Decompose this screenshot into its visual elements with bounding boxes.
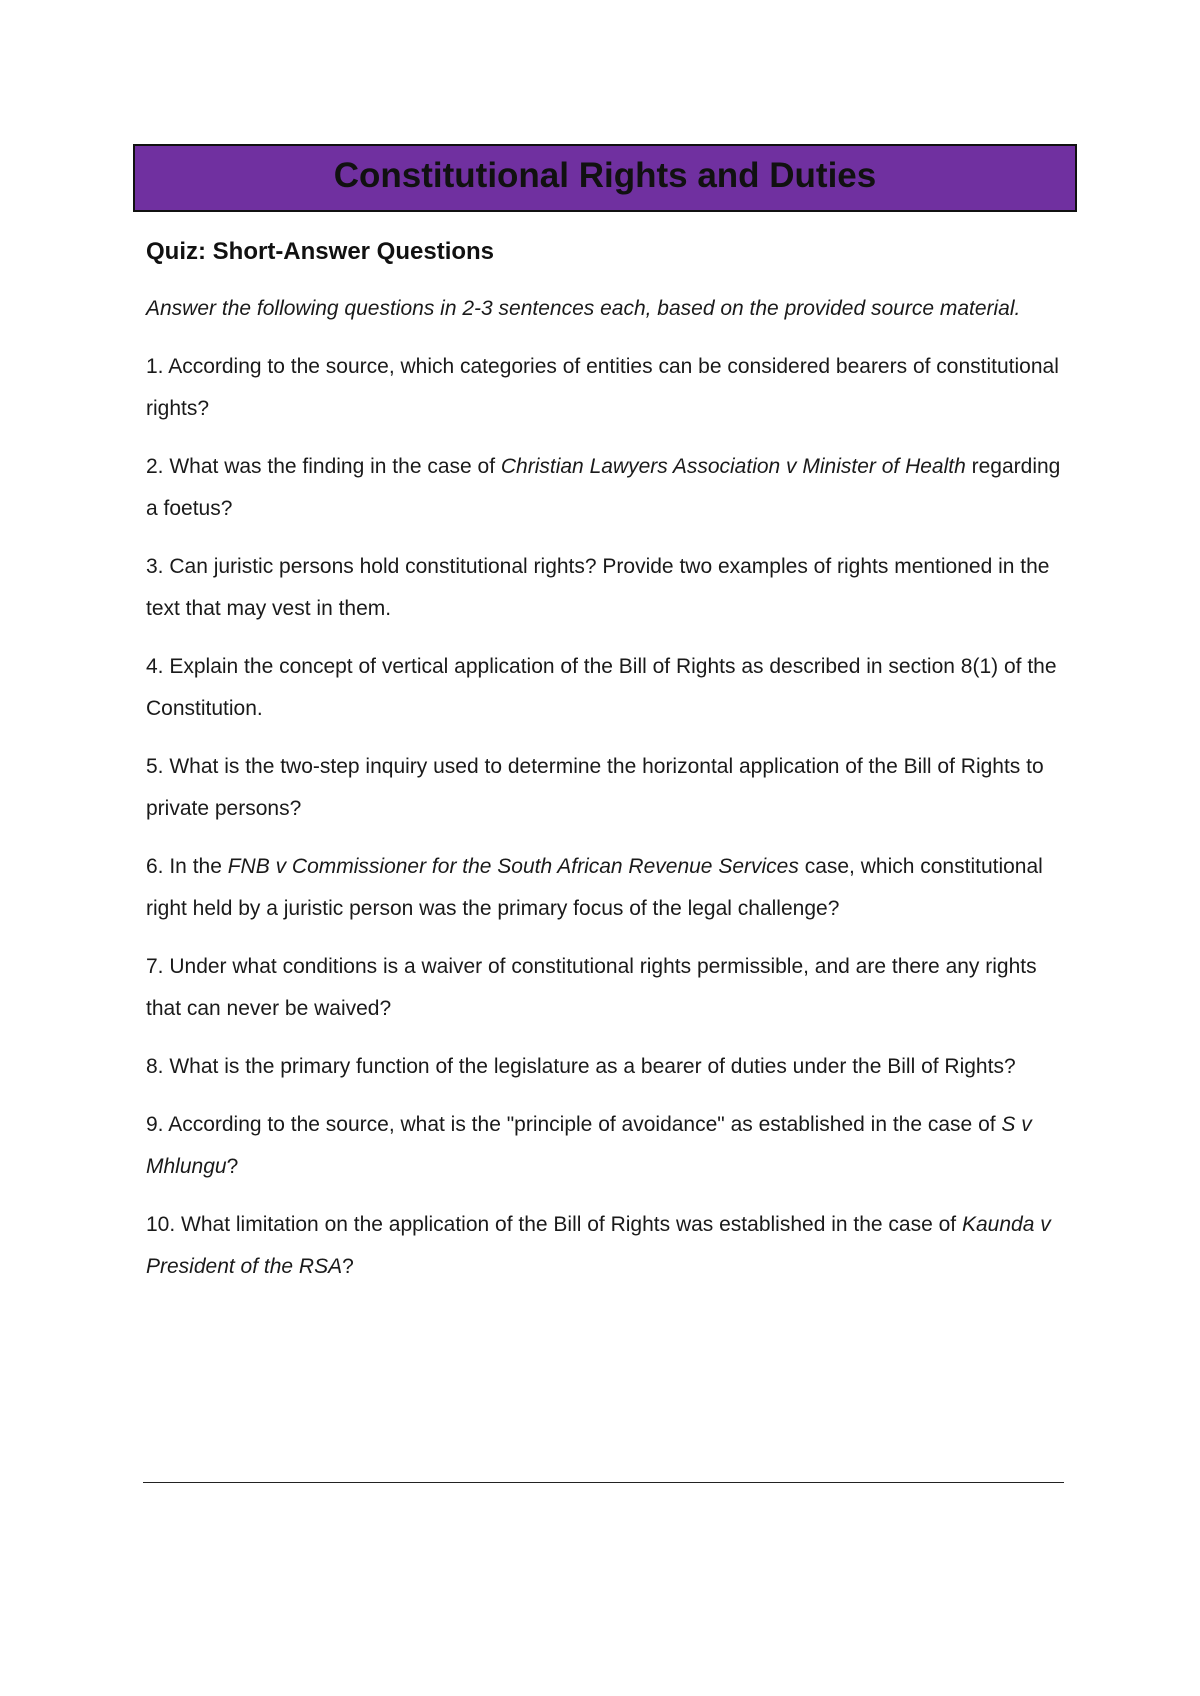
title-banner bbox=[133, 144, 1077, 212]
quiz-instructions: Answer the following questions in 2-3 sentences each, based on the provided source material. bbox=[146, 297, 1021, 320]
question-item: 8. What is the primary function of the legislature as a bearer of duties under the Bill of Rights? bbox=[146, 1055, 1016, 1078]
case-name: Christian Lawyers Association v Minister of Health bbox=[500, 455, 966, 478]
question-item: 3. Can juristic persons hold constitutional rights? Provide two examples of rights mentioned in the text that may vest in them. bbox=[146, 555, 1050, 620]
question-item: 4. Explain the concept of vertical application of the Bill of Rights as described in section 8(1) of the Constitution. bbox=[146, 655, 1057, 720]
question-item: 7. Under what conditions is a waiver of constitutional rights permissible, and are there any rights that can never be waived? bbox=[146, 955, 1037, 1020]
question-item: 6. In the FNB v Commissioner for the South African Revenue Services case, which constitutional right held by a juristic person was the primary focus of the legal challenge? bbox=[146, 855, 1043, 920]
document-title: Constitutional Rights and Duties bbox=[333, 155, 877, 195]
question-item: 10. What limitation on the application of the Bill of Rights was established in the case of Kaunda v President of the RSA? bbox=[146, 1213, 1051, 1278]
question-item: 5. What is the two-step inquiry used to determine the horizontal application of the Bill of Rights to private persons? bbox=[146, 755, 1044, 820]
quiz-heading: Quiz: Short-Answer Questions bbox=[146, 238, 495, 265]
case-name: FNB v Commissioner for the South African Revenue Services bbox=[227, 855, 799, 878]
question-item: 1. According to the source, which categories of entities can be considered bearers of constitutional rights? bbox=[146, 355, 1059, 420]
question-item: 2. What was the finding in the case of Christian Lawyers Association v Minister of Health regarding a foetus? bbox=[146, 455, 1061, 520]
case-name: S v Mhlungu bbox=[146, 1113, 1032, 1178]
footer-divider bbox=[143, 1482, 1064, 1483]
case-name: Kaunda v President of the RSA bbox=[146, 1213, 1051, 1278]
quiz-content bbox=[146, 224, 1066, 1288]
question-item: 9. According to the source, what is the "principle of avoidance" as established in the case of S v Mhlungu? bbox=[146, 1113, 1032, 1178]
